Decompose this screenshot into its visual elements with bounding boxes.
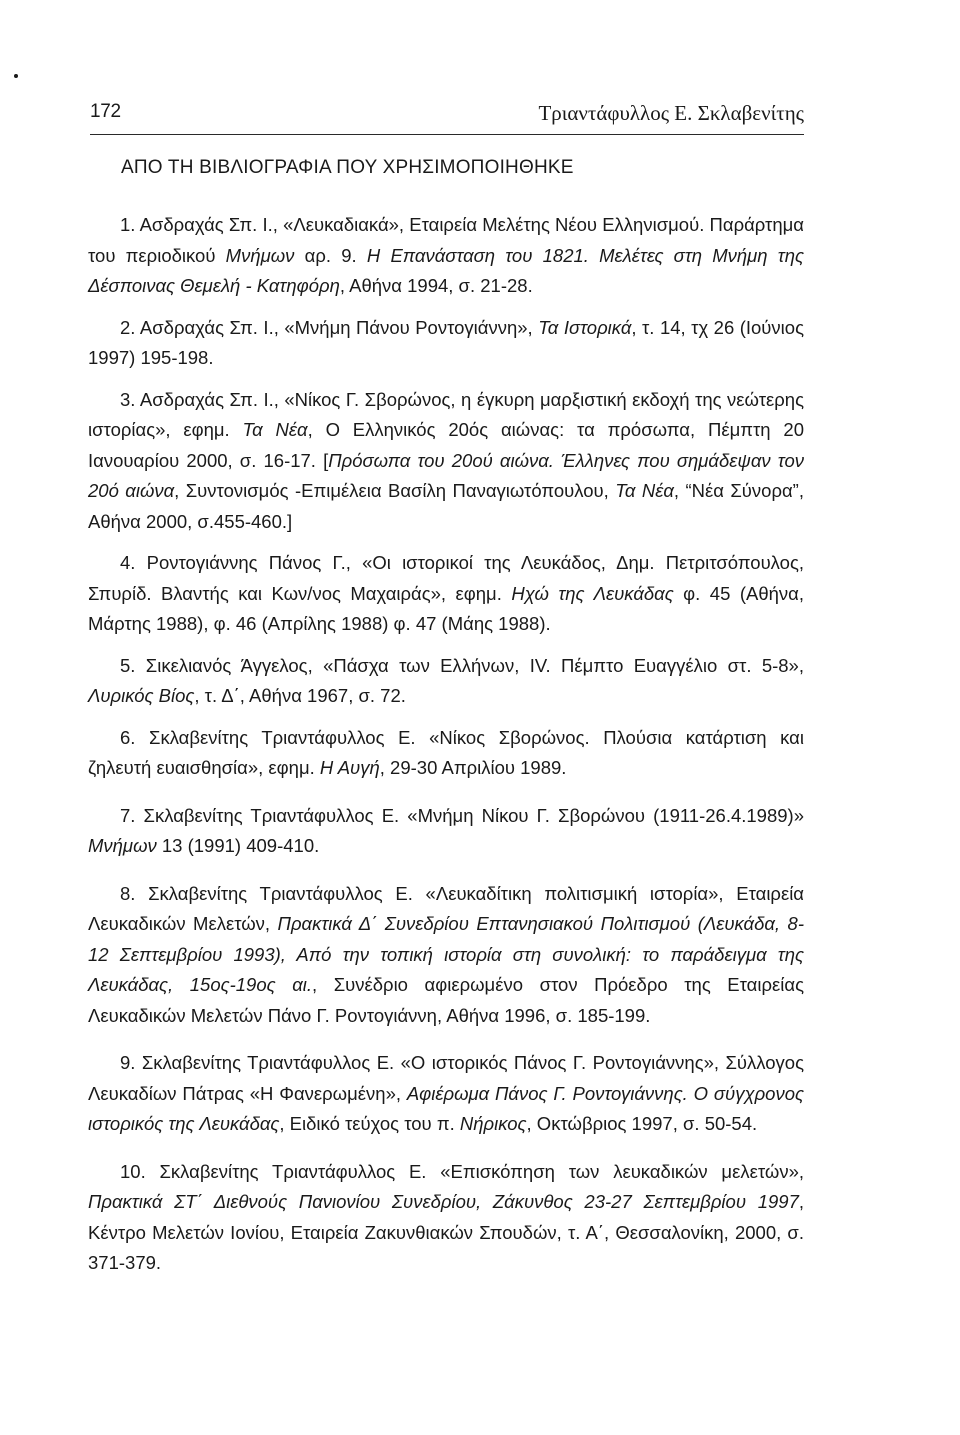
reference-text: 9. Σκλαβενίτης Τριαντάφυλλος Ε. «Ο ιστορικός Πάνος Γ. Ροντογιάννης», Σύλλογος Λευκαδίων Πάτρας «Η Φανερωμένη», bbox=[88, 1052, 804, 1104]
reference-item bbox=[88, 548, 804, 640]
reference-title-italic: Πρόσωπα του 20ού αιώνα. Έλληνες που σημάδεψαν τον 20ό αιώνα bbox=[88, 449, 804, 501]
reference-text: 8. Σκλαβενίτης Τριαντάφυλλος Ε. «Λευκαδίτικη πολιτισμική ιστορία», Εταιρεία Λευκαδικών Μελετών, bbox=[88, 882, 804, 934]
reference-title-italic: Η Επανάσταση του 1821. Μελέτες στη Μνήμη της Δέσποινας Θεμελή - Κατηφόρη bbox=[88, 244, 804, 296]
reference-text: φ. 45 (Αθήνα, Μάρτης 1988), φ. 46 (Απρίλης 1988) φ. 47 (Μάης 1988). bbox=[88, 582, 804, 634]
reference-title-italic: Μνήμων bbox=[225, 244, 295, 266]
reference-text: 10. Σκλαβενίτης Τριαντάφυλλος Ε. «Επισκόπηση των λευκαδικών μελετών», bbox=[120, 1160, 804, 1182]
reference-text: 5. Σικελιανός Άγγελος, «Πάσχα των Ελλήνων, IV. Πέμπτο Ευαγγέλιο στ. 5-8», bbox=[120, 654, 804, 676]
reference-text: 7. Σκλαβενίτης Τριαντάφυλλος Ε. «Μνήμη Νίκου Γ. Σβορώνου (1911-26.4.1989)» bbox=[120, 804, 804, 826]
reference-text: 6. Σκλαβενίτης Τριαντάφυλλος Ε. «Νίκος Σβορώνος. Πλούσια κατάρτιση και ζηλευτή ευαισθησία», εφημ. bbox=[88, 726, 804, 778]
reference-title-italic: Λυρικός Βίος bbox=[88, 685, 195, 706]
reference-text: , Ειδικό τεύχος του π. bbox=[279, 1113, 460, 1134]
reference-title-italic: Τα Νέα bbox=[615, 480, 674, 501]
reference-text: 4. Ροντογιάννης Πάνος Γ., «Οι ιστορικοί της Λευκάδος, Δημ. Πετριτσόπουλος, Σπυρίδ. Βλαντής και Κων/νος Μαχαιράς», εφημ. bbox=[88, 552, 804, 604]
reference-item bbox=[88, 723, 804, 784]
reference-item bbox=[88, 801, 804, 862]
scan-speck bbox=[14, 74, 18, 78]
reference-text: , τ. Δ΄, Αθήνα 1967, σ. 72. bbox=[194, 685, 406, 706]
reference-item bbox=[88, 651, 804, 712]
section-title: ΑΠΟ ΤΗ ΒΙΒΛΙΟΓΡΑΦΙΑ ΠΟΥ ΧΡΗΣΙΜΟΠΟΙΗΘΗΚΕ bbox=[121, 157, 574, 178]
reference-text: 13 (1991) 409-410. bbox=[156, 835, 320, 856]
reference-title-italic: Τα Νέα bbox=[242, 419, 308, 440]
reference-title-italic: Η Αυγή bbox=[319, 757, 380, 778]
reference-text: αρ. 9. bbox=[294, 244, 367, 266]
reference-item bbox=[88, 1048, 804, 1140]
reference-text: , Αθήνα 1994, σ. 21-28. bbox=[339, 275, 533, 296]
reference-item bbox=[88, 313, 804, 374]
reference-title-italic: Τα Ιστορικά bbox=[538, 316, 632, 338]
reference-text: 2. Ασδραχάς Σπ. Ι., «Μνήμη Πάνου Ροντογιάννη», bbox=[120, 316, 539, 338]
reference-title-italic: Ηχώ της Λευκάδας bbox=[511, 582, 674, 604]
reference-text: , Κέντρο Μελετών Ιονίου, Εταιρεία Ζακυνθιακών Σπουδών, τ. Α΄, Θεσσαλονίκη, 2000, σ. 371-379. bbox=[88, 1191, 804, 1273]
reference-text: , Συντονισμός -Επιμέλεια Βασίλη Παναγιωτόπουλου, bbox=[174, 480, 616, 501]
reference-title-italic: Αφιέρωμα Πάνος Γ. Ροντογιάννης. Ο σύγχρονος ιστορικός της Λευκάδας bbox=[88, 1082, 804, 1134]
reference-text: , Συνέδριο αφιερωμένο στον Πρόεδρο της Εταιρείας Λευκαδικών Μελετών Πάνο Γ. Ροντογιάννη, Αθήνα 1996, σ. 185-199. bbox=[88, 974, 804, 1026]
header-rule bbox=[90, 134, 804, 135]
reference-item bbox=[88, 385, 804, 538]
reference-item bbox=[88, 879, 804, 1032]
reference-title-italic: Μνήμων bbox=[88, 835, 157, 856]
reference-title-italic: Πρακτικά ΣΤ΄ Διεθνούς Πανιονίου Συνεδρίου, Ζάκυνθος 23-27 Σεπτεμβρίου 1997 bbox=[88, 1191, 799, 1212]
reference-text: 3. Ασδραχάς Σπ. Ι., «Νίκος Γ. Σβορώνος, η έγκυρη μαρξιστική εκδοχή της νεώτερης ιστορίας», εφημ. bbox=[88, 388, 804, 440]
running-head: Τριαντάφυλλος Ε. Σκλαβενίτης bbox=[538, 101, 804, 125]
reference-item bbox=[88, 1157, 804, 1279]
page-header bbox=[90, 101, 804, 131]
reference-title-italic: Νήρικος bbox=[459, 1113, 527, 1134]
reference-list bbox=[88, 210, 804, 1279]
reference-text: , Ο Ελληνικός 20ός αιώνας: τα πρόσωπα, Πέμπτη 20 Ιανουαρίου 2000, σ. 16-17. [ bbox=[88, 419, 804, 471]
reference-text: , τ. 14, τχ 26 (Ιούνιος 1997) 195-198. bbox=[88, 316, 804, 368]
page-number: 172 bbox=[90, 101, 121, 122]
reference-text: , “Νέα Σύνορα”, Αθήνα 2000, σ.455-460.] bbox=[88, 480, 804, 532]
reference-text: 1. Ασδραχάς Σπ. Ι., «Λευκαδιακά», Εταιρεία Μελέτης Νέου Ελληνισμού. Παράρτημα του περιοδικού bbox=[88, 214, 804, 266]
reference-item bbox=[88, 210, 804, 302]
reference-title-italic: Πρακτικά Δ΄ Συνεδρίου Επτανησιακού Πολιτισμού (Λευκάδα, 8-12 Σεπτεμβρίου 1993), Από την τοπική ιστορία στη συνολική: το παράδειγμα της Λευκάδας, 15ος-19ος αι. bbox=[88, 913, 804, 995]
reference-text: , Οκτώβριος 1997, σ. 50-54. bbox=[526, 1113, 758, 1134]
reference-text: , 29-30 Απριλίου 1989. bbox=[379, 757, 567, 778]
